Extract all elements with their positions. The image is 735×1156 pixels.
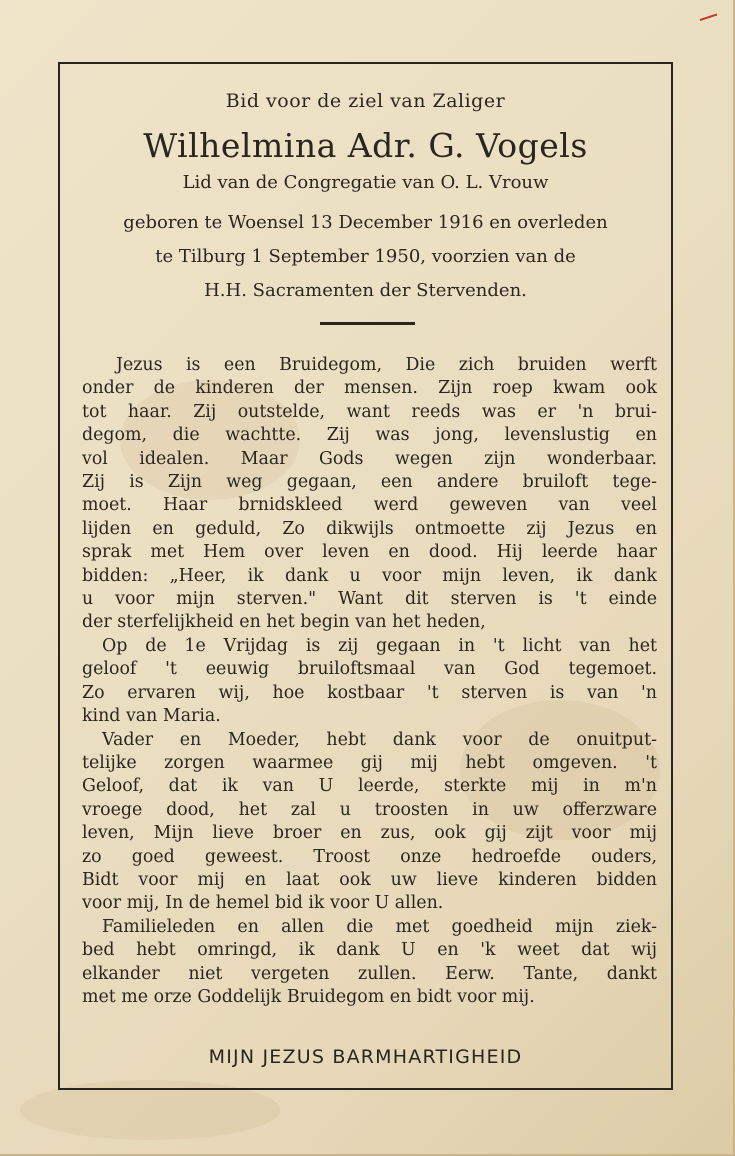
prayer-line: Bid voor de ziel van Zaliger <box>225 90 506 112</box>
ink-mark <box>700 14 721 31</box>
text-line: Zij is Zijn weg gegaan, een andere bruiloft tege- <box>82 472 657 493</box>
text-line: Vader en Moeder, hebt dank voor de onuitput- <box>102 729 657 750</box>
deceased-name: Wilhelmina Adr. G. Vogels <box>143 126 588 165</box>
text-line: zo goed geweest. Troost onze hedroefde ouders, <box>82 846 657 867</box>
text-line: der sterfelijkheid en het begin van het heden, <box>82 612 486 633</box>
text-line: moet. Haar brnidskleed werd geweven van veel <box>82 495 657 516</box>
birth-death-line-3: H.H. Sacramenten der Stervenden. <box>204 280 527 301</box>
text-line: Familieleden en allen die met goedheid mijn ziek- <box>102 916 657 937</box>
text-line: elkander niet vergeten zullen. Eerw. Tante, dankt <box>82 963 657 984</box>
text-line: bed hebt omringd, ik dank U en 'k weet dat wij <box>82 940 657 961</box>
text-line: Zo ervaren wij, hoe kostbaar 't sterven is van 'n <box>82 682 657 703</box>
membership-line: Lid van de Congregatie van O. L. Vrouw <box>182 172 549 193</box>
text-line: vroege dood, het zal u troosten in uw offerzware <box>82 799 657 820</box>
text-line: tot haar. Zij outstelde, want reeds was er 'n brui- <box>82 401 657 422</box>
memorial-text <box>82 354 657 1009</box>
text-line: telijke zorgen waarmee gij mij hebt omgeven. 't <box>82 752 657 773</box>
text-line: geloof 't eeuwig bruiloftsmaal van God tegemoet. <box>82 659 657 680</box>
text-line: kind van Maria. <box>82 706 221 727</box>
text-line: vol idealen. Maar Gods wegen zijn wonderbaar. <box>82 448 657 469</box>
text-line: u voor mijn sterven." Want dit sterven is 't einde <box>82 589 657 610</box>
card-frame <box>58 62 673 1090</box>
text-line: Geloof, dat ik van U leerde, sterkte mij in m'n <box>82 776 657 797</box>
text-line: onder de kinderen der mensen. Zijn roep kwam ook <box>82 378 657 399</box>
birth-death-line-1: geboren te Woensel 13 December 1916 en overleden <box>123 212 608 233</box>
closing-invocation: MIJN JEZUS BARMHARTIGHEID <box>208 1046 523 1068</box>
birth-death-line-2: te Tilburg 1 September 1950, voorzien van de <box>155 246 576 267</box>
divider-rule <box>320 322 415 325</box>
text-line: sprak met Hem over leven en dood. Hij leerde haar <box>82 542 657 563</box>
text-line: lijden en geduld, Zo dikwijls ontmoette zij Jezus en <box>82 518 657 539</box>
text-line: Op de 1e Vrijdag is zij gegaan in 't licht van het <box>102 635 657 656</box>
text-line: leven, Mijn lieve broer en zus, ook gij zijt voor mij <box>82 823 657 844</box>
text-line: Jezus is een Bruidegom, Die zich bruiden werft <box>116 355 657 375</box>
text-line: voor mij, In de hemel bid ik voor U allen. <box>82 893 444 914</box>
text-line: degom, die wachtte. Zij was jong, levenslustig en <box>82 425 657 446</box>
text-line: bidden: „Heer, ik dank u voor mijn leven, ik dank <box>82 565 657 586</box>
text-line: met me orze Goddelijk Bruidegom en bidt voor mij. <box>82 986 535 1007</box>
text-line: Bidt voor mij en laat ook uw lieve kinderen bidden <box>82 869 657 890</box>
